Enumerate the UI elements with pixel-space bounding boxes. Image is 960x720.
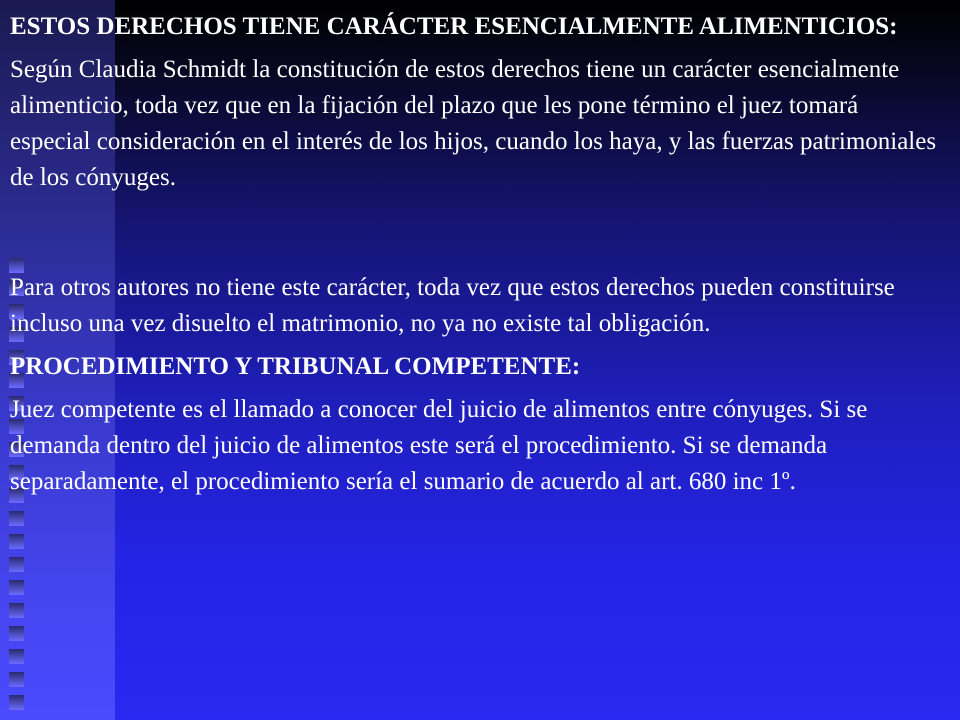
- slide-body: [10, 10, 940, 500]
- square-bullet-icon: [9, 580, 24, 595]
- square-bullet-icon: [9, 695, 24, 710]
- paragraph-schmidt: Según Claudia Schmidt la constitución de estos derechos tiene un carácter esencialmente alimenticio, toda vez que en la fijación del plazo que les pone término el juez tomará especial consideración en el interés de los hijos, cuando los haya, y las fuerzas patrimoniales de los cónyuges.: [10, 56, 937, 191]
- square-bullet-icon: [9, 511, 24, 526]
- square-bullet-icon: [9, 626, 24, 641]
- square-bullet-icon: [9, 534, 24, 549]
- paragraph-juez-competente: Juez competente es el llamado a conocer del juicio de alimentos entre cónyuges. Si se demanda dentro del juicio de alimentos este será el procedimiento. Si se demanda separadamente, el procedimiento sería el sumario de acuerdo al art. 680 inc 1º.: [10, 396, 868, 495]
- paragraph-otros-autores: Para otros autores no tiene este carácter, toda vez que estos derechos pueden constituirse incluso una vez disuelto el matrimonio, no ya no existe tal obligación.: [10, 274, 895, 337]
- square-bullet-icon: [9, 603, 24, 618]
- square-bullet-icon: [9, 649, 24, 664]
- slide-heading-procedimiento: PROCEDIMIENTO Y TRIBUNAL COMPETENTE:: [10, 353, 581, 380]
- slide-heading-alimenticios: ESTOS DERECHOS TIENE CARÁCTER ESENCIALMENTE ALIMENTICIOS:: [10, 13, 898, 40]
- square-bullet-icon: [9, 672, 24, 687]
- square-bullet-icon: [9, 557, 24, 572]
